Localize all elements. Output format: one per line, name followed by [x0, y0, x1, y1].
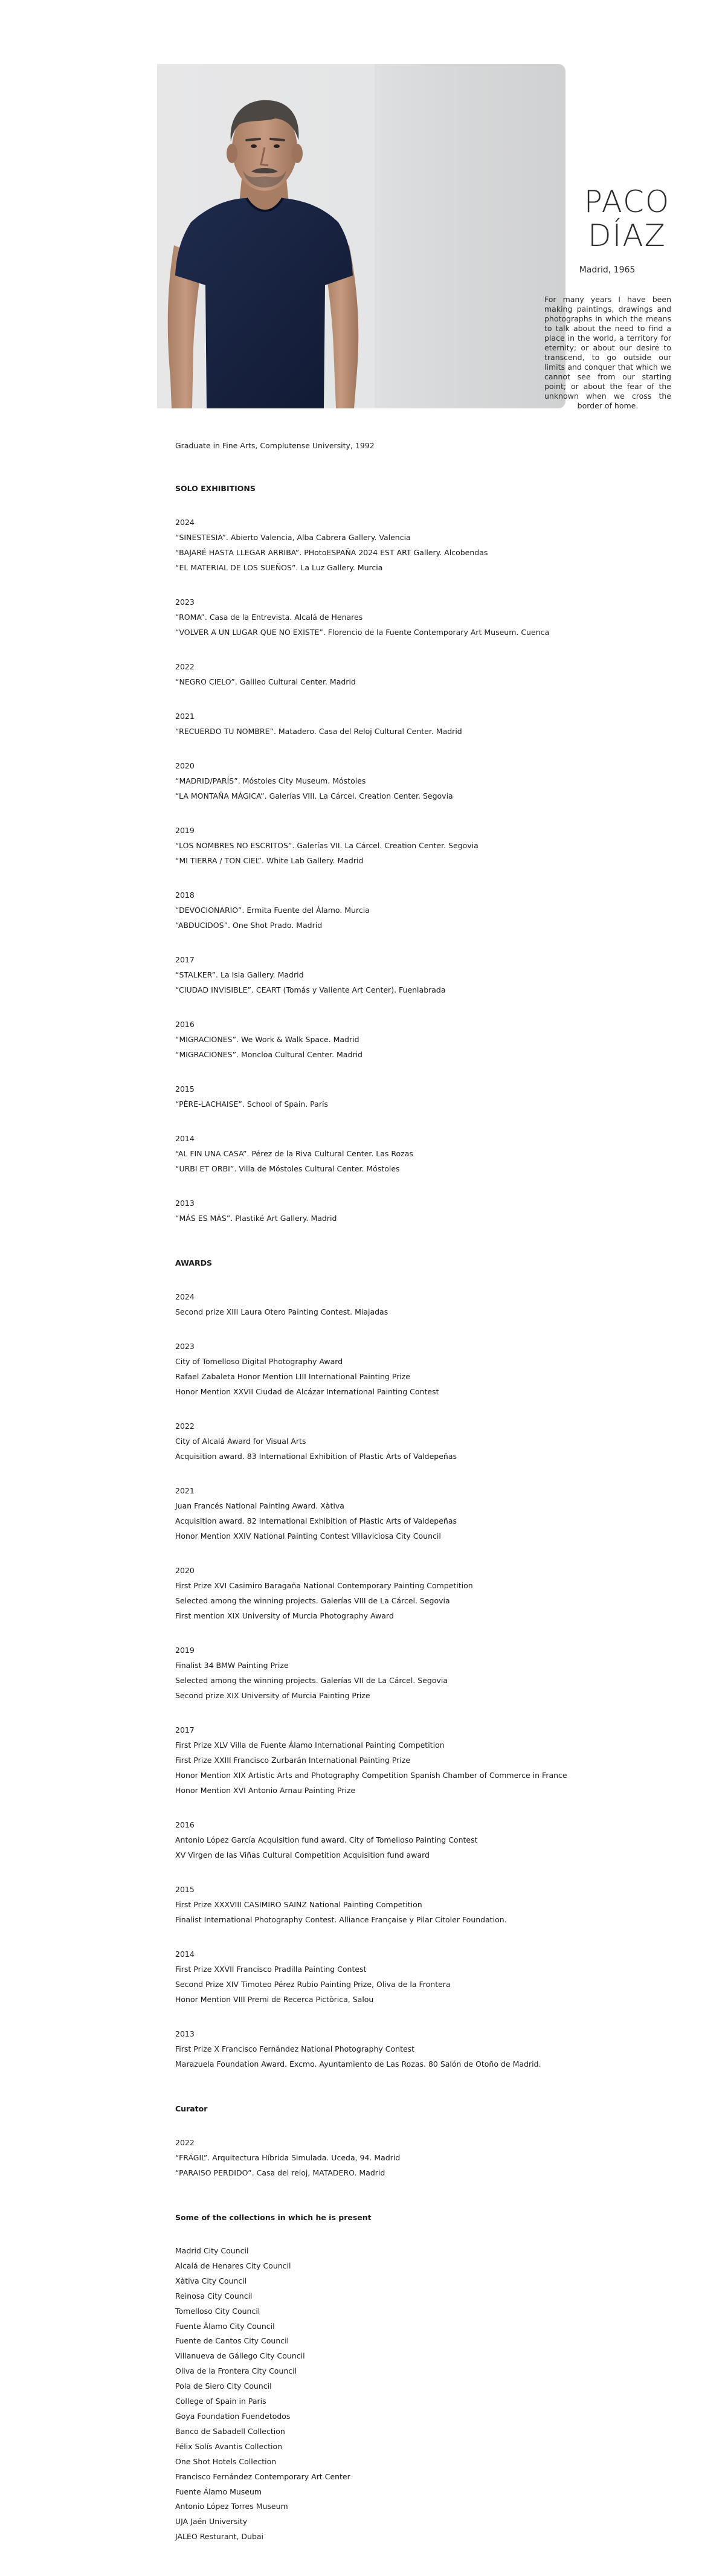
collection-item: One Shot Hotels Collection — [175, 2456, 277, 2466]
year-label: 2021 — [175, 712, 195, 721]
curator-title: Curator — [175, 2104, 208, 2113]
list-item: Honor Mention XXIV National Painting Contest Villaviciosa City Council — [175, 1531, 441, 1541]
collection-item: Oliva de la Frontera City Council — [175, 2366, 297, 2376]
list-item: Second prize XIX University of Murcia Painting Prize — [175, 1691, 370, 1700]
list-item: “SINESTESIA”. Abierto Valencia, Alba Cabrera Gallery. Valencia — [175, 533, 411, 542]
year-group — [175, 2135, 695, 2180]
year-group — [175, 1339, 695, 1399]
year-label: 2018 — [175, 890, 195, 900]
list-item: Acquisition award. 82 International Exhibition of Plastic Arts of Valdepeñas — [175, 1516, 457, 1525]
list-item: First Prize XLV Villa de Fuente Álamo International Painting Competition — [175, 1740, 445, 1750]
list-item: “MIGRACIONES”. We Work & Walk Space. Madrid — [175, 1035, 359, 1044]
list-item: Antonio López García Acquisition fund award. City of Tomelloso Painting Contest — [175, 1835, 478, 1844]
year-label: 2019 — [175, 826, 195, 835]
collection-item: Fuente de Cantos City Council — [175, 2336, 289, 2346]
year-label: 2013 — [175, 1199, 195, 1208]
year-group — [175, 515, 695, 575]
year-label: 2024 — [175, 1292, 195, 1301]
education-line: Graduate in Fine Arts, Complutense University, 1992 — [175, 441, 375, 450]
list-item: “AL FIN UNA CASA”. Pérez de la Riva Cultural Center. Las Rozas — [175, 1149, 413, 1158]
year-label: 2014 — [175, 1134, 195, 1143]
solo-exhibitions-title: SOLO EXHIBITIONS — [175, 484, 256, 493]
year-label: 2022 — [175, 662, 195, 671]
list-item: “EL MATERIAL DE LOS SUEÑOS”. La Luz Gallery. Murcia — [175, 563, 383, 572]
list-item: Selected among the winning projects. Galerías VII de La Cárcel. Segovia — [175, 1676, 448, 1685]
year-label: 2017 — [175, 955, 195, 964]
list-item: “DEVOCIONARIO”. Ermita Fuente del Álamo. Murcia — [175, 906, 370, 915]
list-item: First Prize XVI Casimiro Baragaña National Contemporary Painting Competition — [175, 1581, 473, 1590]
year-label: 2022 — [175, 2138, 195, 2147]
year-group — [175, 1643, 695, 1703]
list-item: City of Tomelloso Digital Photography Award — [175, 1357, 343, 1366]
collection-item: Villanueva de Gállego City Council — [175, 2351, 305, 2361]
list-item: “MADRID/PARÍS”. Móstoles City Museum. Móstoles — [175, 776, 366, 785]
year-group — [175, 1946, 695, 2007]
year-group — [175, 1196, 695, 1226]
collection-item: Banco de Sabadell Collection — [175, 2426, 285, 2436]
list-item: Acquisition award. 83 International Exhibition of Plastic Arts of Valdepeñas — [175, 1452, 457, 1461]
list-item: Finalist 34 BMW Painting Prize — [175, 1661, 289, 1670]
collection-item: Francisco Fernández Contemporary Art Center — [175, 2471, 350, 2481]
list-item: Honor Mention XXVII Ciudad de Alcázar International Painting Contest — [175, 1387, 439, 1396]
year-group — [175, 1081, 695, 1112]
list-item: “STALKER”. La Isla Gallery. Madrid — [175, 970, 304, 979]
year-label: 2021 — [175, 1486, 195, 1495]
list-item: “NEGRO CIELO”. Galileo Cultural Center. Madrid — [175, 677, 356, 686]
list-item: “PARAISO PERDIDO”. Casa del reloj, MATADERO. Madrid — [175, 2168, 385, 2177]
year-label: 2022 — [175, 1422, 195, 1431]
artist-name-line1: PACO — [584, 184, 671, 219]
year-group — [175, 823, 695, 868]
year-label: 2019 — [175, 1646, 195, 1655]
collection-item: Madrid City Council — [175, 2246, 249, 2255]
collection-item: Goya Foundation Fuendetodos — [175, 2411, 291, 2421]
solo-exhibitions-section — [175, 483, 695, 1226]
list-item: “MÁS ES MÁS”. Plastiké Art Gallery. Madrid — [175, 1214, 337, 1223]
awards-section — [175, 1257, 695, 2072]
awards-list — [175, 1289, 695, 2072]
year-label: 2013 — [175, 2029, 195, 2038]
solo-exhibitions-list — [175, 515, 695, 1226]
year-group — [175, 1483, 695, 1544]
artist-name — [532, 185, 723, 253]
list-item: “CIUDAD INVISIBLE”. CEART (Tomás y Valiente Art Center). Fuenlabrada — [175, 985, 446, 994]
year-group — [175, 1722, 695, 1798]
list-item: “MIGRACIONES”. Moncloa Cultural Center. Madrid — [175, 1050, 362, 1059]
list-item: Second Prize XIV Timoteo Pérez Rubio Painting Prize, Oliva de la Frontera — [175, 1980, 451, 1989]
list-item: “LOS NOMBRES NO ESCRITOS”. Galerías VII. La Cárcel. Creation Center. Segovia — [175, 841, 478, 850]
year-label: 2020 — [175, 761, 195, 770]
year-group — [175, 659, 695, 689]
awards-title: AWARDS — [175, 1258, 213, 1267]
year-group — [175, 1882, 695, 1927]
list-item: Second prize XIII Laura Otero Painting Contest. Miajadas — [175, 1307, 388, 1316]
year-label: 2016 — [175, 1020, 195, 1029]
year-group — [175, 1131, 695, 1176]
collection-item: Alcalá de Henares City Council — [175, 2261, 291, 2270]
collection-item: Pola de Siero City Council — [175, 2381, 272, 2391]
year-label: 2024 — [175, 518, 195, 527]
collection-item: Fuente Álamo Museum — [175, 2487, 262, 2496]
artist-portrait — [157, 64, 375, 408]
year-group — [175, 1817, 695, 1863]
collection-item: Antonio López Torres Museum — [175, 2502, 288, 2511]
list-item: Finalist International Photography Contest. Alliance Française y Pilar Citoler Foundation. — [175, 1915, 507, 1924]
collections-list — [175, 2244, 695, 2545]
list-item: “VOLVER A UN LUGAR QUE NO EXISTE”. Florencio de la Fuente Contemporary Art Museum. Cuenca — [175, 628, 550, 637]
year-group — [175, 887, 695, 933]
year-group — [175, 952, 695, 997]
year-label: 2023 — [175, 597, 195, 607]
collection-item: Reinosa City Council — [175, 2291, 253, 2301]
list-item: “FRÁGIL”. Arquitectura Híbrida Simulada. Uceda, 94. Madrid — [175, 2153, 401, 2162]
list-item: Marazuela Foundation Award. Excmo. Ayuntamiento de Las Rozas. 80 Salón de Otoño de Madrid. — [175, 2059, 541, 2069]
collection-item: Xàtiva City Council — [175, 2276, 247, 2285]
year-group — [175, 758, 695, 803]
cv-content — [175, 440, 695, 2576]
year-group — [175, 1017, 695, 1062]
list-item: “LA MONTAÑA MÁGICA”. Galerías VIII. La Cárcel. Creation Center. Segovia — [175, 791, 453, 800]
list-item: Selected among the winning projects. Galerías VIII de La Cárcel. Segovia — [175, 1596, 450, 1605]
list-item: Honor Mention VIII Premi de Recerca Pictòrica, Salou — [175, 1995, 374, 2004]
artist-birth: Madrid, 1965 — [579, 265, 636, 275]
list-item: XV Virgen de las Viñas Cultural Competition Acquisition fund award — [175, 1850, 430, 1860]
year-label: 2014 — [175, 1950, 195, 1959]
list-item: Honor Mention XVI Antonio Arnau Painting Prize — [175, 1786, 356, 1795]
year-label: 2017 — [175, 1725, 195, 1734]
year-label: 2020 — [175, 1566, 195, 1575]
collection-item: Félix Solís Avantis Collection — [175, 2441, 283, 2451]
collection-item: Fuente Álamo City Council — [175, 2321, 275, 2331]
list-item: First Prize XXIII Francisco Zurbarán International Painting Prize — [175, 1756, 411, 1765]
list-item: “ROMA”. Casa de la Entrevista. Alcalá de Henares — [175, 613, 363, 622]
list-item: “ABDUCIDOS”. One Shot Prado. Madrid — [175, 921, 323, 930]
year-group — [175, 709, 695, 739]
list-item: “BAJARÉ HASTA LLEGAR ARRIBA”. PHotoESPAÑA 2024 EST ART Gallery. Alcobendas — [175, 548, 488, 557]
collections-section — [175, 2212, 695, 2545]
curator-list — [175, 2135, 695, 2180]
year-label: 2016 — [175, 1820, 195, 1829]
collection-item: College of Spain in Paris — [175, 2397, 266, 2406]
collection-item: JALEO Resturant, Dubai — [175, 2532, 264, 2542]
collection-item: Tomelloso City Council — [175, 2306, 260, 2316]
list-item: “PÈRE-LACHAISE”. School of Spain. París — [175, 1100, 328, 1109]
year-label: 2023 — [175, 1342, 195, 1351]
year-group — [175, 1563, 695, 1623]
list-item: “MI TIERRA / TON CIEL”. White Lab Gallery. Madrid — [175, 856, 364, 865]
list-item: Honor Mention XIX Artistic Arts and Photography Competition Spanish Chamber of Commerce in France — [175, 1771, 567, 1780]
list-item: First Prize XXVII Francisco Pradilla Painting Contest — [175, 1965, 367, 1974]
hero-card — [157, 64, 671, 410]
artist-statement: For many years I have been making paintings, drawings and photographs in which the means to talk about the need to find a place in the world, a territory for eternity; or about our desire to transcend, to go outside our limits and conquer that which we cannot see from our starting point; or about the fear of the unknown when we cross the border of home. — [544, 295, 671, 410]
list-item: First Prize XXXVIII CASIMIRO SAINZ National Painting Competition — [175, 1900, 422, 1909]
list-item: “RECUERDO TU NOMBRE”. Matadero. Casa del Reloj Cultural Center. Madrid — [175, 727, 462, 736]
collection-item: UJA Jaén University — [175, 2517, 248, 2526]
year-label: 2015 — [175, 1084, 195, 1093]
curator-section — [175, 2103, 695, 2180]
year-group — [175, 1289, 695, 1319]
artist-name-line2: DÍAZ — [588, 218, 666, 253]
list-item: “URBI ET ORBI”. Villa de Móstoles Cultural Center. Móstoles — [175, 1164, 400, 1173]
collections-title: Some of the collections in which he is present — [175, 2213, 372, 2222]
list-item: Rafael Zabaleta Honor Mention LIII International Painting Prize — [175, 1372, 410, 1381]
year-label: 2015 — [175, 1885, 195, 1894]
year-group — [175, 2026, 695, 2072]
list-item: City of Alcalá Award for Visual Arts — [175, 1437, 306, 1446]
list-item: Juan Francés National Painting Award. Xàtiva — [175, 1501, 344, 1510]
list-item: First Prize X Francisco Fernández National Photography Contest — [175, 2044, 415, 2053]
list-item: First mention XIX University of Murcia Photography Award — [175, 1611, 394, 1620]
year-group — [175, 1418, 695, 1464]
year-group — [175, 594, 695, 640]
